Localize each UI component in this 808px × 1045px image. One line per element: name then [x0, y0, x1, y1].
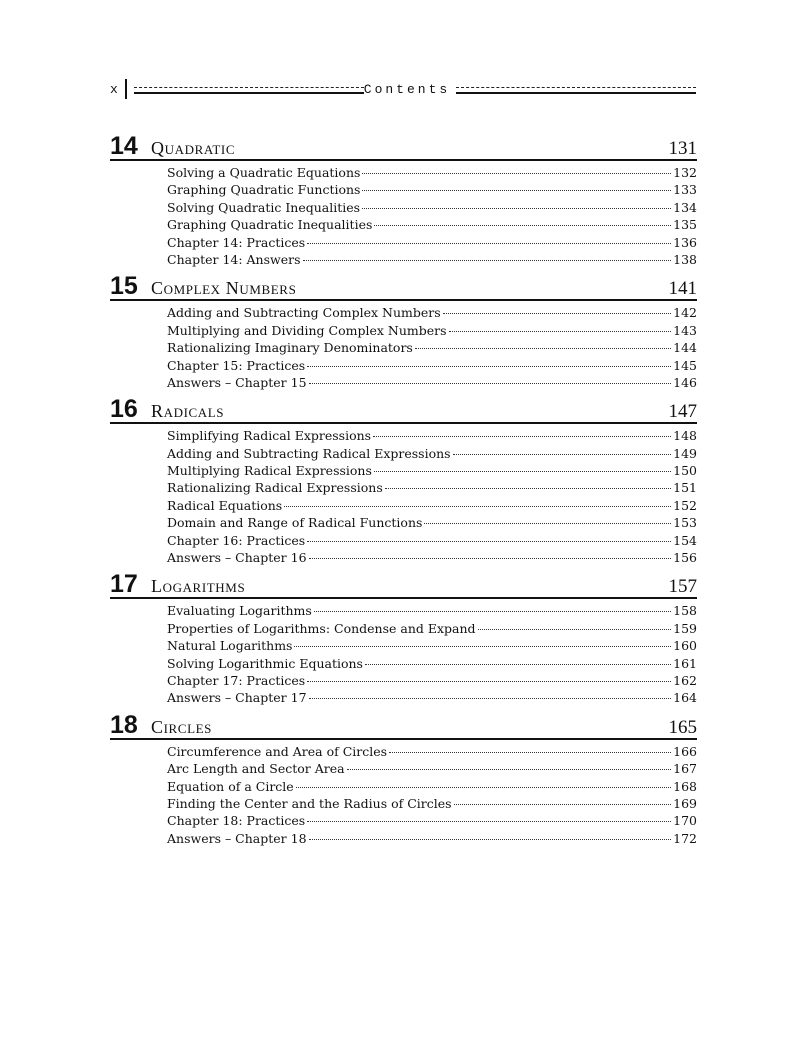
toc-entry[interactable] [167, 234, 697, 251]
dot-leader [284, 506, 671, 507]
chapter-page-number: 165 [668, 716, 697, 738]
toc-entry-page-number: 158 [673, 603, 697, 619]
toc-entry-page-number: 134 [673, 199, 697, 215]
toc-entry-title: Natural Logarithms [167, 638, 293, 654]
chapter-section [110, 712, 697, 847]
toc-entry-title: Chapter 14: Practices [167, 234, 306, 250]
toc-entry-title: Adding and Subtracting Complex Numbers [167, 305, 441, 321]
dot-leader [314, 611, 671, 612]
toc-entry-title: Graphing Quadratic Functions [167, 182, 361, 198]
header-title: Contents [363, 82, 451, 97]
chapter-section [110, 571, 697, 706]
toc-entry-title: Radical Equations [167, 497, 283, 513]
chapter-number: 15 [110, 272, 138, 301]
toc-entry-page-number: 160 [673, 638, 697, 654]
toc-entry-title: Solving Logarithmic Equations [167, 655, 363, 671]
toc-entry[interactable] [167, 497, 697, 514]
chapter-heading[interactable] [110, 133, 697, 161]
toc-entry[interactable] [167, 602, 697, 619]
chapter-entry-list [110, 743, 697, 847]
toc-entry[interactable] [167, 427, 697, 444]
chapter-section [110, 133, 697, 268]
toc-entry[interactable] [167, 672, 697, 689]
toc-entry-page-number: 150 [673, 463, 697, 479]
dot-leader [373, 436, 671, 437]
toc-entry[interactable] [167, 549, 697, 566]
chapter-number: 16 [110, 395, 138, 424]
chapter-page-number: 141 [668, 278, 697, 300]
chapter-heading[interactable] [110, 712, 697, 740]
toc-entry-page-number: 132 [673, 165, 697, 180]
dot-leader [453, 454, 672, 455]
chapter-section [110, 273, 697, 391]
toc-entry-title: Chapter 14: Answers [167, 251, 301, 267]
chapter-number: 17 [110, 570, 138, 599]
chapter-title: Quadratic [151, 138, 236, 158]
dot-leader [307, 366, 671, 367]
dot-leader [294, 646, 671, 647]
toc-entry-title: Equation of a Circle [167, 778, 294, 794]
chapter-heading[interactable] [110, 571, 697, 599]
toc-entry[interactable] [167, 251, 697, 268]
toc-entry-title: Answers – Chapter 17 [167, 690, 307, 706]
toc-entry-title: Answers – Chapter 16 [167, 550, 307, 566]
dot-leader [296, 787, 671, 788]
toc-entry[interactable] [167, 339, 697, 356]
toc-entry-page-number: 156 [673, 550, 697, 566]
toc-entry-page-number: 143 [673, 322, 697, 338]
header-divider-bar [125, 79, 127, 99]
dot-leader [374, 471, 671, 472]
toc-entry-page-number: 142 [673, 305, 697, 321]
toc-entry[interactable] [167, 462, 697, 479]
toc-entry[interactable] [167, 514, 697, 531]
toc-entry-title: Chapter 15: Practices [167, 357, 306, 373]
dot-leader [478, 629, 672, 630]
dot-leader [307, 821, 671, 822]
toc-entry[interactable] [167, 357, 697, 374]
dot-leader [385, 488, 671, 489]
toc-entry-title: Chapter 16: Practices [167, 532, 306, 548]
toc-entry-page-number: 154 [673, 532, 697, 548]
toc-entry[interactable] [167, 637, 697, 654]
toc-entry[interactable] [167, 479, 697, 496]
header-rule-right [456, 87, 696, 94]
dot-leader [309, 558, 672, 559]
toc-entry-page-number: 146 [673, 374, 697, 390]
toc-entry[interactable] [167, 374, 697, 391]
toc-entry[interactable] [167, 812, 697, 829]
toc-entry-title: Answers – Chapter 15 [167, 374, 307, 390]
dot-leader [362, 208, 671, 209]
toc-entry-page-number: 162 [673, 672, 697, 688]
toc-entry-page-number: 153 [673, 515, 697, 531]
toc-entry-title: Graphing Quadratic Inequalities [167, 217, 373, 233]
dot-leader [309, 383, 672, 384]
toc-entry-page-number: 152 [673, 497, 697, 513]
toc-entry-page-number: 144 [673, 340, 697, 356]
toc-entry-title: Chapter 18: Practices [167, 813, 306, 829]
header-rule-left [134, 87, 364, 94]
toc-entry-title: Multiplying Radical Expressions [167, 463, 372, 479]
toc-entry-page-number: 148 [673, 428, 697, 444]
chapter-number: 18 [110, 710, 138, 739]
toc-entry-page-number: 172 [673, 830, 697, 846]
dot-leader [309, 698, 672, 699]
toc-entry[interactable] [167, 322, 697, 339]
dot-leader [362, 173, 671, 174]
toc-entry-page-number: 168 [673, 778, 697, 794]
dot-leader [449, 331, 672, 332]
toc-entry[interactable] [167, 164, 697, 181]
toc-entry[interactable] [167, 689, 697, 706]
toc-entry-title: Simplifying Radical Expressions [167, 428, 372, 444]
chapter-heading[interactable] [110, 273, 697, 301]
toc-entry[interactable] [167, 199, 697, 216]
dot-leader [303, 260, 672, 261]
toc-entry[interactable] [167, 778, 697, 795]
toc-entry-title: Rationalizing Imaginary Denominators [167, 340, 413, 356]
toc-entry-title: Arc Length and Sector Area [167, 761, 345, 777]
toc-entry-page-number: 164 [673, 690, 697, 706]
toc-entry-title: Answers – Chapter 18 [167, 830, 307, 846]
toc-entry-page-number: 145 [673, 357, 697, 373]
dot-leader [415, 348, 671, 349]
toc-entry[interactable] [167, 304, 697, 321]
toc-entry-title: Rationalizing Radical Expressions [167, 480, 383, 496]
toc-entry[interactable] [167, 216, 697, 233]
toc-entry-page-number: 136 [673, 234, 697, 250]
chapter-section [110, 396, 697, 566]
dot-leader [307, 681, 671, 682]
toc-entry[interactable] [167, 743, 697, 760]
chapter-number: 14 [110, 132, 138, 160]
toc-entry-page-number: 166 [673, 743, 697, 759]
chapter-title: Logarithms [151, 576, 246, 597]
toc-entry-title: Solving Quadratic Inequalities [167, 199, 361, 215]
toc-entry[interactable] [167, 620, 697, 637]
dot-leader [374, 225, 671, 226]
toc-entry-title: Domain and Range of Radical Functions [167, 515, 423, 531]
chapter-heading[interactable] [110, 396, 697, 424]
toc-entry-page-number: 169 [673, 795, 697, 811]
toc-entry-page-number: 135 [673, 217, 697, 233]
toc-entry[interactable] [167, 445, 697, 462]
toc-entry-title: Finding the Center and the Radius of Circles [167, 795, 452, 811]
toc-entry-title: Multiplying and Dividing Complex Numbers [167, 322, 447, 338]
dot-leader [365, 664, 671, 665]
toc-entry[interactable] [167, 795, 697, 812]
toc-entry-page-number: 167 [673, 761, 697, 777]
dot-leader [309, 839, 672, 840]
toc-entry-page-number: 151 [673, 480, 697, 496]
dot-leader [389, 752, 671, 753]
toc-entry-page-number: 138 [673, 251, 697, 267]
running-header [110, 79, 696, 103]
chapter-entry-list [110, 602, 697, 706]
toc-entry[interactable] [167, 830, 697, 847]
chapter-title: Circles [151, 716, 212, 737]
chapter-title: Complex Numbers [151, 278, 297, 299]
chapter-entry-list [110, 304, 697, 391]
toc-entry[interactable] [167, 655, 697, 672]
toc-entry-title: Solving a Quadratic Equations [167, 165, 361, 180]
toc-entry[interactable] [167, 532, 697, 549]
chapter-title: Radicals [151, 401, 225, 422]
table-of-contents [110, 133, 697, 852]
toc-entry-page-number: 133 [673, 182, 697, 198]
toc-entry-page-number: 161 [673, 655, 697, 671]
dot-leader [307, 243, 671, 244]
toc-entry-title: Circumference and Area of Circles [167, 743, 388, 759]
toc-entry[interactable] [167, 760, 697, 777]
dot-leader [454, 804, 672, 805]
toc-entry-page-number: 170 [673, 813, 697, 829]
dot-leader [424, 523, 671, 524]
chapter-page-number: 157 [668, 576, 697, 598]
dot-leader [443, 313, 672, 314]
dot-leader [307, 541, 671, 542]
chapter-page-number: 131 [668, 138, 697, 159]
dot-leader [362, 190, 671, 191]
toc-entry-page-number: 149 [673, 445, 697, 461]
toc-entry[interactable] [167, 181, 697, 198]
toc-entry-title: Adding and Subtracting Radical Expressions [167, 445, 451, 461]
dot-leader [347, 769, 672, 770]
chapter-entry-list [110, 164, 697, 268]
header-page-number: x [110, 82, 118, 97]
toc-entry-title: Chapter 17: Practices [167, 672, 306, 688]
chapter-entry-list [110, 427, 697, 566]
toc-entry-page-number: 159 [673, 620, 697, 636]
chapter-page-number: 147 [668, 401, 697, 423]
toc-entry-title: Properties of Logarithms: Condense and Expand [167, 620, 476, 636]
toc-entry-title: Evaluating Logarithms [167, 603, 312, 619]
